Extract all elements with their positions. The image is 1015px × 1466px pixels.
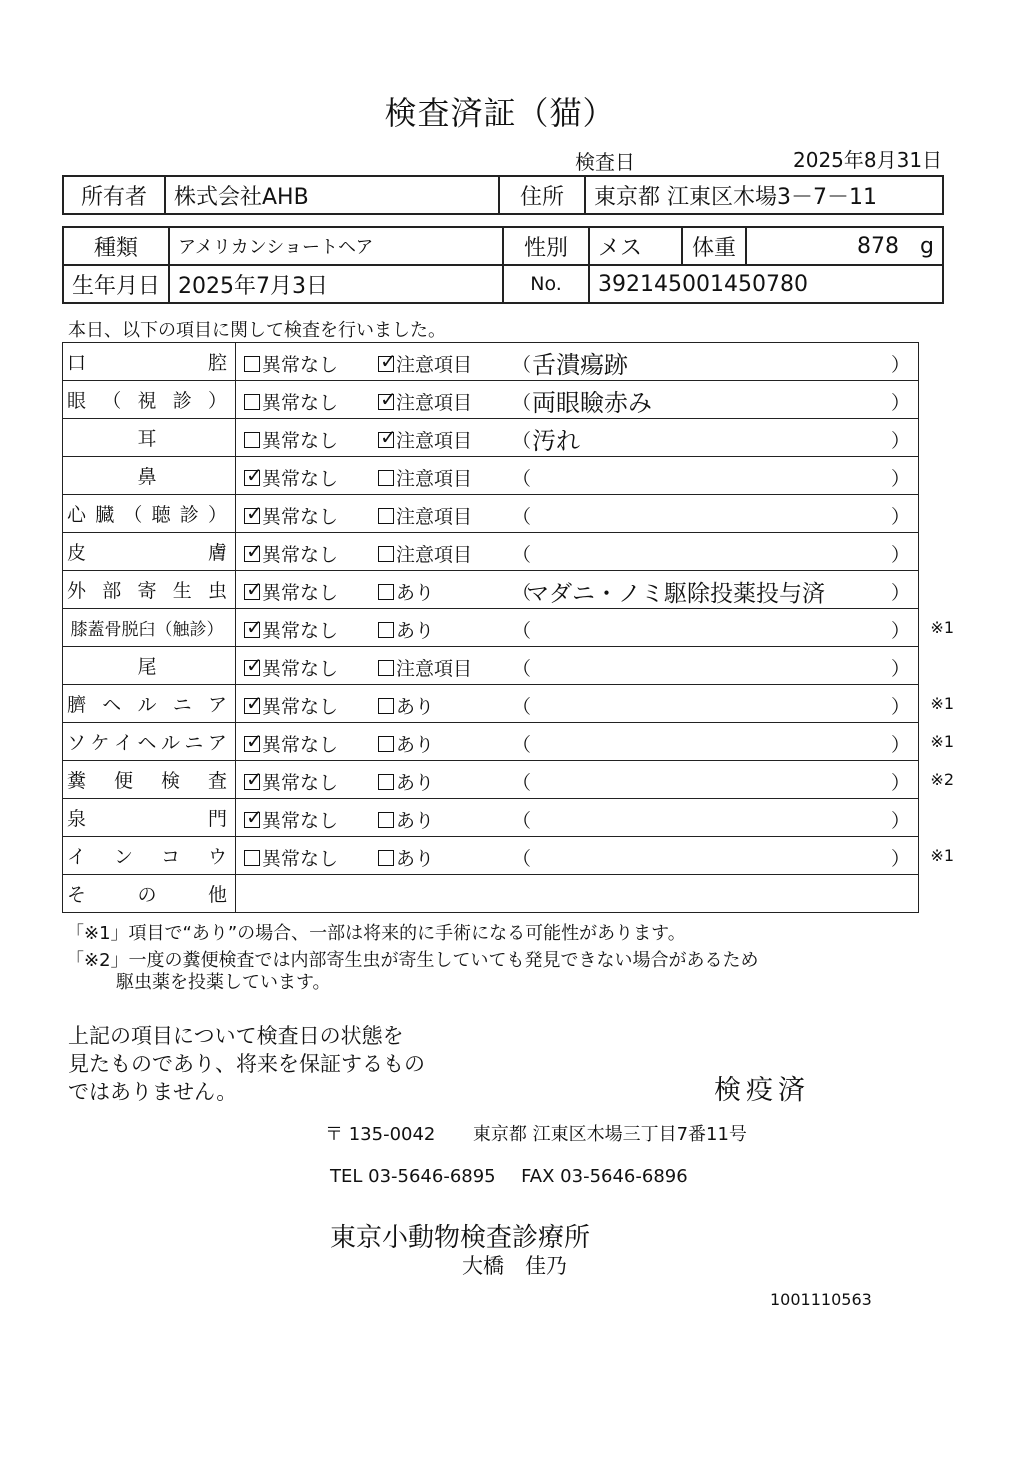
option-attention[interactable] xyxy=(378,350,472,377)
note-paren-close: ） xyxy=(890,354,910,376)
option-attention[interactable] xyxy=(378,692,434,719)
option-normal[interactable] xyxy=(244,806,338,833)
postal-code: 〒 135-0042 xyxy=(325,1124,436,1145)
option-label: 異常なし xyxy=(262,506,339,528)
note-paren-open: （ xyxy=(512,734,532,756)
note-paren-close: ） xyxy=(890,696,910,718)
note-paren-open: （ xyxy=(512,354,532,376)
other-body xyxy=(236,875,919,913)
item-row xyxy=(63,799,919,837)
other-label-cell xyxy=(63,875,236,913)
checked-box-icon[interactable] xyxy=(244,660,260,676)
note-paren-close: ） xyxy=(890,506,910,528)
checked-box-icon[interactable] xyxy=(244,812,260,828)
option-label: あり xyxy=(396,810,435,832)
option-attention[interactable] xyxy=(378,844,434,871)
item-row xyxy=(63,723,919,761)
item-name: 眼 （ 視 診 ） xyxy=(63,381,236,419)
item-row xyxy=(63,495,919,533)
option-label: 注意項目 xyxy=(396,544,473,566)
item-name: 糞 便 検 査 xyxy=(63,761,236,799)
note-paren-close: ） xyxy=(890,392,910,414)
option-normal[interactable] xyxy=(244,692,338,719)
option-label: あり xyxy=(396,582,435,604)
other-row xyxy=(63,875,919,913)
checkbox-icon[interactable] xyxy=(378,774,394,790)
option-normal[interactable] xyxy=(244,578,338,605)
item-row xyxy=(63,761,919,799)
item-body xyxy=(236,761,954,799)
checkbox-icon[interactable] xyxy=(378,850,394,866)
note-paren-close: ） xyxy=(890,848,910,870)
checkbox-icon[interactable] xyxy=(378,622,394,638)
item-body xyxy=(236,609,954,647)
option-label: 異常なし xyxy=(262,468,339,490)
sex-value: メス xyxy=(589,227,682,265)
option-normal[interactable] xyxy=(244,426,338,453)
item-name: 外 部 寄 生 虫 xyxy=(63,571,236,609)
note-paren-open: （ xyxy=(512,392,532,414)
item-name: 泉 門 xyxy=(63,799,236,837)
other-label: そ の 他 xyxy=(67,884,227,906)
clinic-address: 東京都 江東区木場三丁目7番11号 xyxy=(472,1124,747,1145)
footnote-mark: ※1 xyxy=(930,694,954,713)
item-name: 膝蓋骨脱臼（触診） xyxy=(63,609,236,647)
option-label: 異常なし xyxy=(262,848,339,870)
item-name: 尾 xyxy=(63,647,236,685)
item-body xyxy=(236,571,919,609)
checked-box-icon[interactable] xyxy=(378,356,394,372)
option-label: あり xyxy=(396,696,435,718)
option-label: 異常なし xyxy=(262,544,339,566)
checked-box-icon[interactable] xyxy=(244,584,260,600)
option-label: 注意項目 xyxy=(396,430,473,452)
note-paren-open: （ xyxy=(512,696,532,718)
option-attention[interactable] xyxy=(378,388,472,415)
option-normal[interactable] xyxy=(244,388,338,415)
item-name: 鼻 xyxy=(63,457,236,495)
address-value: 東京都 江東区木場3－7－11 xyxy=(585,176,943,214)
checked-box-icon[interactable] xyxy=(378,432,394,448)
item-row xyxy=(63,571,919,609)
owner-table xyxy=(62,175,944,215)
inspection-items-table xyxy=(62,342,954,913)
footnote-mark: ※1 xyxy=(930,732,954,751)
option-normal[interactable] xyxy=(244,768,338,795)
checkbox-icon[interactable] xyxy=(378,584,394,600)
checked-box-icon[interactable] xyxy=(244,508,260,524)
no-value: 392145001450780 xyxy=(589,265,943,303)
checkbox-icon[interactable] xyxy=(378,508,394,524)
option-normal[interactable] xyxy=(244,464,338,491)
option-label: 注意項目 xyxy=(396,506,473,528)
footnote-2-cont: 駆虫薬を投薬しています。 xyxy=(116,972,331,993)
item-name: ソ ケ イ ヘ ル ニ ア xyxy=(63,723,236,761)
note-paren-open: （ xyxy=(512,658,532,680)
breed-value: アメリカンショートヘア xyxy=(169,227,503,265)
option-label: 異常なし xyxy=(262,392,339,414)
pet-table xyxy=(62,226,944,304)
option-normal[interactable] xyxy=(244,654,338,681)
option-normal[interactable] xyxy=(244,502,338,529)
option-label: 異常なし xyxy=(262,734,339,756)
item-row xyxy=(63,685,919,723)
option-normal[interactable] xyxy=(244,730,338,757)
clinic-tel: TEL 03-5646-6895 xyxy=(330,1166,496,1187)
note-paren-close: ） xyxy=(890,810,910,832)
item-body xyxy=(236,343,919,381)
checkbox-icon[interactable] xyxy=(378,470,394,486)
footnote-mark: ※2 xyxy=(930,770,954,789)
item-row xyxy=(63,419,919,457)
note-paren-open: （ xyxy=(512,430,532,452)
address-label: 住所 xyxy=(499,176,585,214)
option-label: 注意項目 xyxy=(396,354,473,376)
note-paren-open: （ xyxy=(512,506,532,528)
option-attention[interactable] xyxy=(378,768,434,795)
checked-box-icon[interactable] xyxy=(244,774,260,790)
vet-name: 大橋 佳乃 xyxy=(462,1254,567,1278)
checkbox-icon[interactable] xyxy=(378,698,394,714)
footnote-mark: ※1 xyxy=(930,846,954,865)
option-label: 異常なし xyxy=(262,658,339,680)
item-row xyxy=(63,647,919,685)
sex-label: 性別 xyxy=(503,227,589,265)
item-note: 両眼瞼赤み xyxy=(532,389,652,417)
note-paren-open: （ xyxy=(512,468,532,490)
note-paren-close: ） xyxy=(890,734,910,756)
quarantine-stamp: 検疫済 xyxy=(714,1075,810,1106)
checked-box-icon[interactable] xyxy=(244,698,260,714)
option-attention[interactable] xyxy=(378,502,472,529)
item-row xyxy=(63,533,919,571)
note-paren-open: （ xyxy=(512,544,532,566)
footnote-1: 「※1」項目で“あり”の場合、一部は将来的に手術になる可能性があります。 xyxy=(66,923,686,944)
option-normal[interactable] xyxy=(244,540,338,567)
serial-number: 1001110563 xyxy=(770,1290,872,1309)
option-attention[interactable] xyxy=(378,730,434,757)
item-name: 臍 ヘ ル ニ ア xyxy=(63,685,236,723)
document-title: 検査済証（猫） xyxy=(384,94,616,132)
checked-box-icon[interactable] xyxy=(244,622,260,638)
item-note: マダニ・ノミ駆除投薬投与済 xyxy=(526,581,825,607)
option-attention[interactable] xyxy=(378,540,472,567)
item-name: 皮 膚 xyxy=(63,533,236,571)
option-label: あり xyxy=(396,848,435,870)
owner-label: 所有者 xyxy=(63,176,165,214)
note-paren-close: ） xyxy=(890,658,910,680)
clinic-fax: FAX 03-5646-6896 xyxy=(521,1166,688,1187)
option-label: 異常なし xyxy=(262,696,339,718)
disclaimer xyxy=(68,1022,425,1106)
disclaimer-line-1: 上記の項目について検査日の状態を xyxy=(68,1024,404,1048)
item-name: 口 腔 xyxy=(63,343,236,381)
item-name: イ ン コ ウ xyxy=(63,837,236,875)
note-paren-open: （ xyxy=(512,772,532,794)
option-label: あり xyxy=(396,772,435,794)
option-normal[interactable] xyxy=(244,350,338,377)
option-label: 注意項目 xyxy=(396,468,473,490)
item-name: 耳 xyxy=(63,419,236,457)
inspection-date: 2025年8月31日 xyxy=(793,148,943,172)
item-body xyxy=(236,457,919,495)
checked-box-icon[interactable] xyxy=(244,546,260,562)
option-label: 異常なし xyxy=(262,582,339,604)
breed-label: 種類 xyxy=(63,227,169,265)
weight-cell xyxy=(746,227,943,265)
dob-value: 2025年7月3日 xyxy=(169,265,503,303)
checkbox-icon[interactable] xyxy=(378,812,394,828)
option-label: 異常なし xyxy=(262,354,339,376)
checkbox-icon[interactable] xyxy=(378,546,394,562)
inspection-date-label: 検査日 xyxy=(575,150,635,174)
option-attention[interactable] xyxy=(378,578,434,605)
option-attention[interactable] xyxy=(378,654,472,681)
checkbox-icon[interactable] xyxy=(244,850,260,866)
note-paren-open: （ xyxy=(512,848,532,870)
checkbox-icon[interactable] xyxy=(244,394,260,410)
item-row xyxy=(63,609,919,647)
option-attention[interactable] xyxy=(378,464,472,491)
item-body xyxy=(236,723,954,761)
item-name: 心 臓 （ 聴 診 ） xyxy=(63,495,236,533)
item-body xyxy=(236,495,919,533)
item-body xyxy=(236,799,919,837)
checkbox-icon[interactable] xyxy=(244,432,260,448)
contact-line xyxy=(330,1166,688,1187)
option-normal[interactable] xyxy=(244,844,338,871)
note-paren-close: ） xyxy=(890,430,910,452)
item-row xyxy=(63,343,919,381)
option-attention[interactable] xyxy=(378,616,434,643)
item-body xyxy=(236,647,919,685)
footnote-mark: ※1 xyxy=(930,618,954,637)
option-normal[interactable] xyxy=(244,616,338,643)
clinic-name: 東京小動物検査診療所 xyxy=(330,1223,591,1253)
note-paren-close: ） xyxy=(890,582,910,604)
option-label: 異常なし xyxy=(262,772,339,794)
option-label: 注意項目 xyxy=(396,658,473,680)
no-label: No. xyxy=(503,265,589,303)
note-paren-open: （ xyxy=(512,582,532,604)
item-row xyxy=(63,837,919,875)
note-paren-open: （ xyxy=(512,620,532,642)
item-note: 舌潰瘍跡 xyxy=(532,351,628,379)
option-attention[interactable] xyxy=(378,426,472,453)
intro-text: 本日、以下の項目に関して検査を行いました。 xyxy=(68,320,446,341)
option-label: 注意項目 xyxy=(396,392,473,414)
checked-box-icon[interactable] xyxy=(378,394,394,410)
disclaimer-line-2: 見たものであり、将来を保証するもの xyxy=(68,1052,425,1076)
weight-value: 878 xyxy=(857,233,900,259)
option-label: 異常なし xyxy=(262,430,339,452)
item-body xyxy=(236,685,954,723)
checked-box-icon[interactable] xyxy=(244,470,260,486)
note-paren-close: ） xyxy=(890,468,910,490)
checkbox-icon[interactable] xyxy=(378,736,394,752)
item-body xyxy=(236,419,919,457)
item-note: 汚れ xyxy=(532,427,580,455)
owner-value: 株式会社AHB xyxy=(165,176,499,214)
weight-label: 体重 xyxy=(682,227,746,265)
checkbox-icon[interactable] xyxy=(244,356,260,372)
clinic-address-line xyxy=(325,1120,747,1146)
item-row xyxy=(63,457,919,495)
checked-box-icon[interactable] xyxy=(244,736,260,752)
option-attention[interactable] xyxy=(378,806,434,833)
option-label: 異常なし xyxy=(262,810,339,832)
footnote-2: 「※2」一度の糞便検査では内部寄生虫が寄生していても発見できない場合があるため xyxy=(66,950,759,971)
note-paren-open: （ xyxy=(512,810,532,832)
note-paren-close: ） xyxy=(890,772,910,794)
option-label: 異常なし xyxy=(262,620,339,642)
dob-label: 生年月日 xyxy=(63,265,169,303)
item-body xyxy=(236,837,954,875)
item-body xyxy=(236,533,919,571)
option-label: あり xyxy=(396,734,435,756)
disclaimer-line-3: ではありません。 xyxy=(68,1080,238,1104)
item-body xyxy=(236,381,919,419)
option-label: あり xyxy=(396,620,435,642)
checkbox-icon[interactable] xyxy=(378,660,394,676)
item-row xyxy=(63,381,919,419)
note-paren-close: ） xyxy=(890,620,910,642)
weight-unit: g xyxy=(920,233,934,259)
note-paren-close: ） xyxy=(890,544,910,566)
